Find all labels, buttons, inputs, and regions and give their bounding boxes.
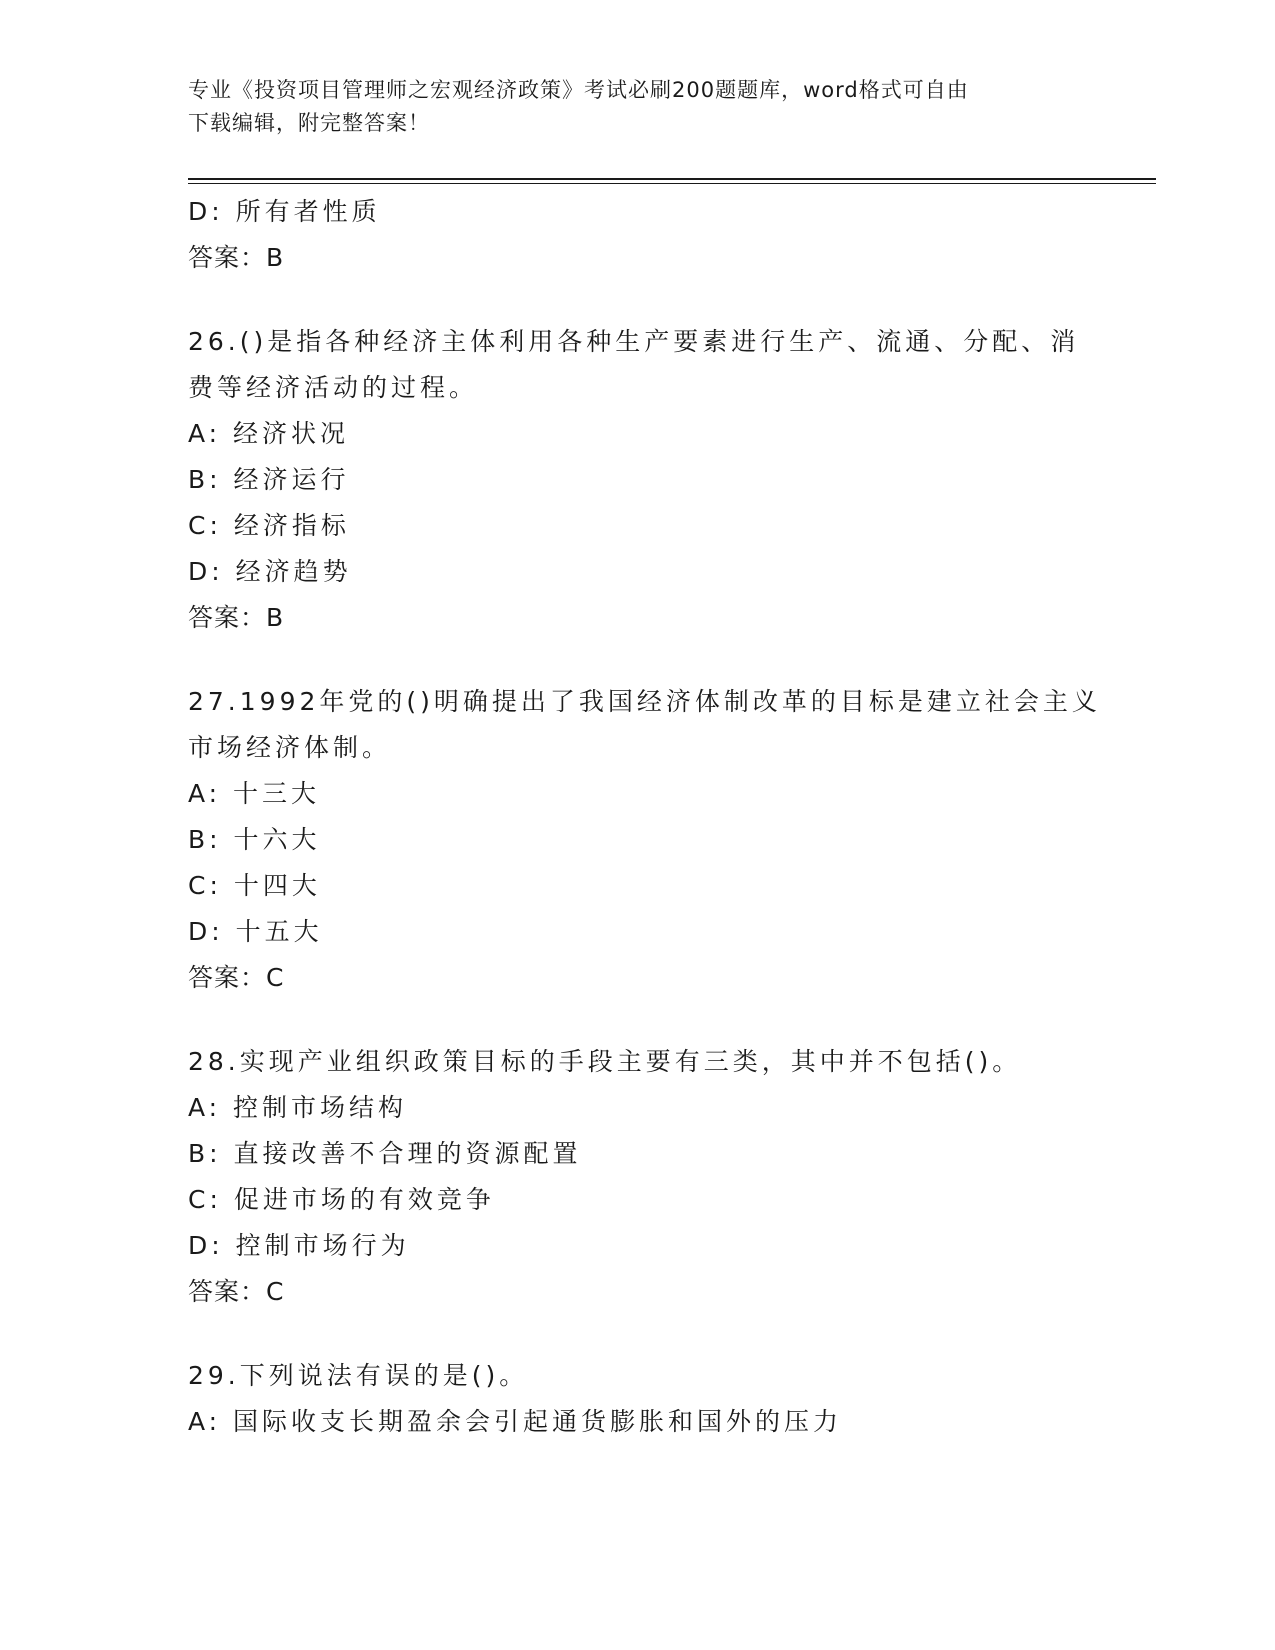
option-c: C: 经济指标 xyxy=(188,511,350,540)
question-27 xyxy=(188,679,1101,1001)
question-stem-line-1: 28.实现产业组织政策目标的手段主要有三类，其中并不包括()。 xyxy=(188,1047,1022,1076)
question-28 xyxy=(188,1039,1088,1315)
header-divider-thin xyxy=(188,183,1156,184)
document-header xyxy=(188,74,1088,140)
header-divider-thick xyxy=(188,178,1156,180)
option-d: D: 所有者性质 xyxy=(188,197,381,226)
document-body xyxy=(188,189,1101,1445)
answer: 答案：C xyxy=(188,963,285,992)
question-stem-line-1: 29.下列说法有误的是()。 xyxy=(188,1361,529,1390)
header-line-1: 专业《投资项目管理师之宏观经济政策》考试必刷200题题库，word格式可自由 xyxy=(188,78,969,102)
header-line-2: 下载编辑，附完整答案！ xyxy=(188,111,430,135)
question-stem-line-1: 26.()是指各种经济主体利用各种生产要素进行生产、流通、分配、消 xyxy=(188,327,1080,356)
option-a: A: 十三大 xyxy=(188,779,321,808)
option-a: A: 经济状况 xyxy=(188,419,350,448)
question-25-tail xyxy=(188,189,1088,281)
question-29 xyxy=(188,1353,1088,1445)
question-stem-line-1: 27.1992年党的()明确提出了我国经济体制改革的目标是建立社会主义 xyxy=(188,687,1101,716)
option-d: D: 经济趋势 xyxy=(188,557,352,586)
option-d: D: 十五大 xyxy=(188,917,323,946)
option-a: A: 国际收支长期盈余会引起通货膨胀和国外的压力 xyxy=(188,1407,843,1436)
question-stem-line-2: 费等经济活动的过程。 xyxy=(188,373,479,402)
answer: 答案：B xyxy=(188,603,285,632)
option-b: B: 十六大 xyxy=(188,825,321,854)
option-c: C: 十四大 xyxy=(188,871,321,900)
option-a: A: 控制市场结构 xyxy=(188,1093,408,1122)
option-c: C: 促进市场的有效竞争 xyxy=(188,1185,495,1214)
answer: 答案：C xyxy=(188,1277,285,1306)
option-b: B: 直接改善不合理的资源配置 xyxy=(188,1139,582,1168)
option-b: B: 经济运行 xyxy=(188,465,350,494)
option-d: D: 控制市场行为 xyxy=(188,1231,410,1260)
question-26 xyxy=(188,319,1088,641)
question-stem-line-2: 市场经济体制。 xyxy=(188,733,392,762)
answer: 答案：B xyxy=(188,243,285,272)
